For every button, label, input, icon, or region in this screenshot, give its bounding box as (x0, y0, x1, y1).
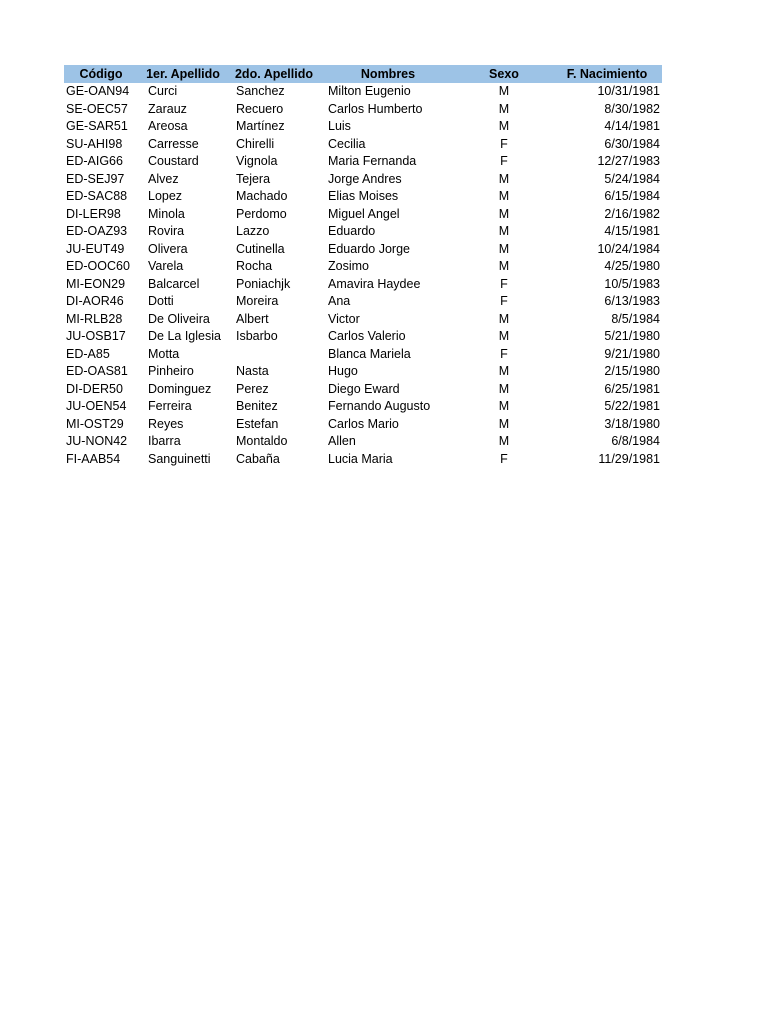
student-table (64, 65, 662, 468)
cell-nombres: Miguel Angel (328, 206, 400, 221)
cell-fecha-nacimiento: 8/5/1984 (611, 311, 660, 326)
cell-sexo: M (498, 224, 510, 239)
cell-sexo: M (498, 364, 510, 379)
cell-fecha-nacimiento: 2/16/1982 (604, 206, 660, 221)
cell-segundo-apellido: Albert (236, 311, 269, 326)
cell-primer-apellido: Carresse (148, 136, 199, 151)
cell-segundo-apellido: Nasta (236, 364, 269, 379)
table-row (64, 450, 662, 468)
table-row (64, 328, 662, 346)
cell-sexo: F (500, 346, 508, 361)
cell-primer-apellido: Dotti (148, 294, 174, 309)
cell-codigo: JU-OEN54 (66, 399, 127, 414)
cell-segundo-apellido: Machado (236, 189, 288, 204)
cell-fecha-nacimiento: 6/15/1984 (604, 189, 660, 204)
cell-sexo: F (500, 154, 508, 169)
cell-sexo: M (498, 329, 510, 344)
cell-nombres: Allen (328, 434, 356, 449)
table-row (64, 135, 662, 153)
cell-codigo: GE-OAN94 (66, 84, 130, 99)
cell-fecha-nacimiento: 6/30/1984 (604, 136, 660, 151)
cell-nombres: Hugo (328, 364, 358, 379)
cell-fecha-nacimiento: 5/22/1981 (604, 399, 660, 414)
cell-primer-apellido: De Oliveira (148, 311, 210, 326)
cell-fecha-nacimiento: 4/25/1980 (604, 259, 660, 274)
cell-nombres: Fernando Augusto (328, 399, 431, 414)
cell-primer-apellido: Rovira (148, 224, 185, 239)
cell-codigo: SE-OEC57 (66, 101, 128, 116)
cell-sexo: M (498, 84, 510, 99)
table-row (64, 345, 662, 363)
cell-codigo: DI-AOR46 (66, 294, 124, 309)
cell-segundo-apellido: Poniachjk (236, 276, 291, 291)
cell-codigo: DI-LER98 (66, 206, 121, 221)
cell-codigo: ED-OOC60 (66, 259, 130, 274)
cell-fecha-nacimiento: 4/14/1981 (604, 119, 660, 134)
cell-codigo: ED-OAZ93 (66, 224, 128, 239)
cell-nombres: Eduardo Jorge (328, 241, 411, 256)
table-header (64, 65, 662, 83)
cell-segundo-apellido: Cabaña (236, 451, 280, 466)
table-row (64, 83, 662, 101)
cell-sexo: M (498, 311, 510, 326)
cell-fecha-nacimiento: 5/24/1984 (604, 171, 660, 186)
cell-codigo: MI-EON29 (66, 276, 126, 291)
table-row (64, 188, 662, 206)
cell-primer-apellido: Curci (148, 84, 178, 99)
table-row (64, 310, 662, 328)
cell-fecha-nacimiento: 10/5/1983 (604, 276, 660, 291)
table-row (64, 363, 662, 381)
cell-fecha-nacimiento: 11/29/1981 (598, 451, 660, 466)
cell-codigo: ED-A85 (66, 346, 110, 361)
cell-codigo: MI-OST29 (66, 416, 124, 431)
table-row (64, 398, 662, 416)
header-fecha-nacimiento: F. Nacimiento (566, 66, 648, 81)
cell-nombres: Luis (328, 119, 351, 134)
table-row (64, 240, 662, 258)
cell-sexo: M (498, 399, 510, 414)
cell-fecha-nacimiento: 9/21/1980 (604, 346, 660, 361)
cell-fecha-nacimiento: 10/24/1984 (597, 241, 660, 256)
cell-nombres: Ana (328, 294, 351, 309)
cell-segundo-apellido: Perez (236, 381, 269, 396)
table-row (64, 380, 662, 398)
cell-segundo-apellido: Tejera (236, 171, 271, 186)
header-row (64, 65, 662, 83)
cell-sexo: F (500, 451, 508, 466)
cell-nombres: Amavira Haydee (328, 276, 421, 291)
cell-primer-apellido: Lopez (148, 189, 183, 204)
cell-nombres: Carlos Humberto (328, 101, 423, 116)
header-primer-apellido: 1er. Apellido (146, 66, 220, 81)
cell-fecha-nacimiento: 4/15/1981 (604, 224, 660, 239)
cell-sexo: F (500, 294, 508, 309)
spreadsheet (64, 65, 662, 468)
cell-sexo: M (498, 381, 510, 396)
cell-fecha-nacimiento: 6/25/1981 (604, 381, 660, 396)
cell-primer-apellido: Coustard (148, 154, 199, 169)
table-row (64, 433, 662, 451)
cell-fecha-nacimiento: 2/15/1980 (604, 364, 660, 379)
cell-segundo-apellido: Martínez (236, 119, 285, 134)
cell-nombres: Maria Fernanda (328, 154, 417, 169)
table-row (64, 205, 662, 223)
cell-segundo-apellido: Vignola (236, 154, 278, 169)
table-row (64, 170, 662, 188)
cell-nombres: Lucia Maria (328, 451, 393, 466)
header-sexo: Sexo (489, 66, 519, 81)
cell-codigo: DI-DER50 (66, 381, 123, 396)
cell-segundo-apellido: Recuero (236, 101, 284, 116)
table-row (64, 293, 662, 311)
cell-codigo: ED-OAS81 (66, 364, 128, 379)
cell-nombres: Elias Moises (328, 189, 399, 204)
cell-segundo-apellido: Cutinella (236, 241, 285, 256)
cell-nombres: Eduardo (328, 224, 376, 239)
cell-segundo-apellido: Estefan (236, 416, 279, 431)
cell-segundo-apellido: Moreira (236, 294, 279, 309)
cell-codigo: SU-AHI98 (66, 136, 123, 151)
cell-codigo: ED-SAC88 (66, 189, 128, 204)
cell-sexo: F (500, 276, 508, 291)
header-segundo-apellido: 2do. Apellido (234, 66, 313, 81)
cell-nombres: Blanca Mariela (328, 346, 411, 361)
cell-primer-apellido: Sanguinetti (148, 451, 211, 466)
cell-primer-apellido: Dominguez (148, 381, 212, 396)
header-codigo: Código (79, 66, 123, 81)
cell-primer-apellido: Minola (148, 206, 185, 221)
cell-nombres: Zosimo (328, 259, 369, 274)
cell-primer-apellido: Balcarcel (148, 276, 200, 291)
cell-primer-apellido: Zarauz (148, 101, 187, 116)
table-row (64, 118, 662, 136)
cell-fecha-nacimiento: 12/27/1983 (597, 154, 660, 169)
cell-nombres: Jorge Andres (328, 171, 402, 186)
cell-primer-apellido: Varela (148, 259, 184, 274)
table-row (64, 258, 662, 276)
cell-nombres: Cecilia (328, 136, 366, 151)
cell-segundo-apellido: Isbarbo (236, 329, 278, 344)
cell-codigo: JU-OSB17 (66, 329, 126, 344)
cell-primer-apellido: Areosa (148, 119, 188, 134)
cell-nombres: Diego Eward (328, 381, 400, 396)
cell-sexo: M (498, 189, 510, 204)
cell-codigo: JU-NON42 (66, 434, 128, 449)
cell-primer-apellido: Alvez (148, 171, 179, 186)
cell-nombres: Carlos Valerio (328, 329, 406, 344)
cell-segundo-apellido: Montaldo (236, 434, 288, 449)
cell-segundo-apellido: Chirelli (236, 136, 275, 151)
cell-sexo: F (500, 136, 508, 151)
cell-primer-apellido: Pinheiro (148, 364, 194, 379)
cell-segundo-apellido (228, 345, 320, 363)
cell-primer-apellido: Ferreira (148, 399, 192, 414)
cell-segundo-apellido: Lazzo (236, 224, 270, 239)
cell-fecha-nacimiento: 8/30/1982 (604, 101, 660, 116)
cell-fecha-nacimiento: 5/21/1980 (604, 329, 660, 344)
cell-codigo: MI-RLB28 (66, 311, 123, 326)
cell-segundo-apellido: Rocha (236, 259, 273, 274)
cell-primer-apellido: Ibarra (148, 434, 181, 449)
table-row (64, 223, 662, 241)
cell-nombres: Milton Eugenio (328, 84, 411, 99)
cell-segundo-apellido: Sanchez (236, 84, 285, 99)
cell-codigo: ED-AIG66 (66, 154, 123, 169)
cell-fecha-nacimiento: 6/13/1983 (604, 294, 660, 309)
table-row (64, 100, 662, 118)
cell-primer-apellido: De La Iglesia (148, 329, 221, 344)
cell-sexo: M (498, 171, 510, 186)
cell-sexo: M (498, 416, 510, 431)
cell-codigo: ED-SEJ97 (66, 171, 125, 186)
cell-sexo: M (498, 259, 510, 274)
cell-codigo: FI-AAB54 (66, 451, 121, 466)
cell-sexo: M (498, 241, 510, 256)
cell-sexo: M (498, 119, 510, 134)
cell-primer-apellido: Motta (148, 346, 180, 361)
cell-sexo: M (498, 101, 510, 116)
header-nombres: Nombres (360, 66, 416, 81)
cell-primer-apellido: Reyes (148, 416, 184, 431)
table-row (64, 275, 662, 293)
cell-fecha-nacimiento: 6/8/1984 (611, 434, 660, 449)
cell-nombres: Victor (328, 311, 360, 326)
table-row (64, 415, 662, 433)
cell-codigo: JU-EUT49 (66, 241, 125, 256)
cell-sexo: M (498, 206, 510, 221)
table-row (64, 153, 662, 171)
cell-nombres: Carlos Mario (328, 416, 399, 431)
cell-fecha-nacimiento: 10/31/1981 (597, 84, 660, 99)
cell-codigo: GE-SAR51 (66, 119, 128, 134)
cell-primer-apellido: Olivera (148, 241, 188, 256)
cell-sexo: M (498, 434, 510, 449)
table-body (64, 83, 662, 468)
cell-segundo-apellido: Perdomo (236, 206, 287, 221)
cell-segundo-apellido: Benitez (236, 399, 278, 414)
cell-fecha-nacimiento: 3/18/1980 (604, 416, 660, 431)
